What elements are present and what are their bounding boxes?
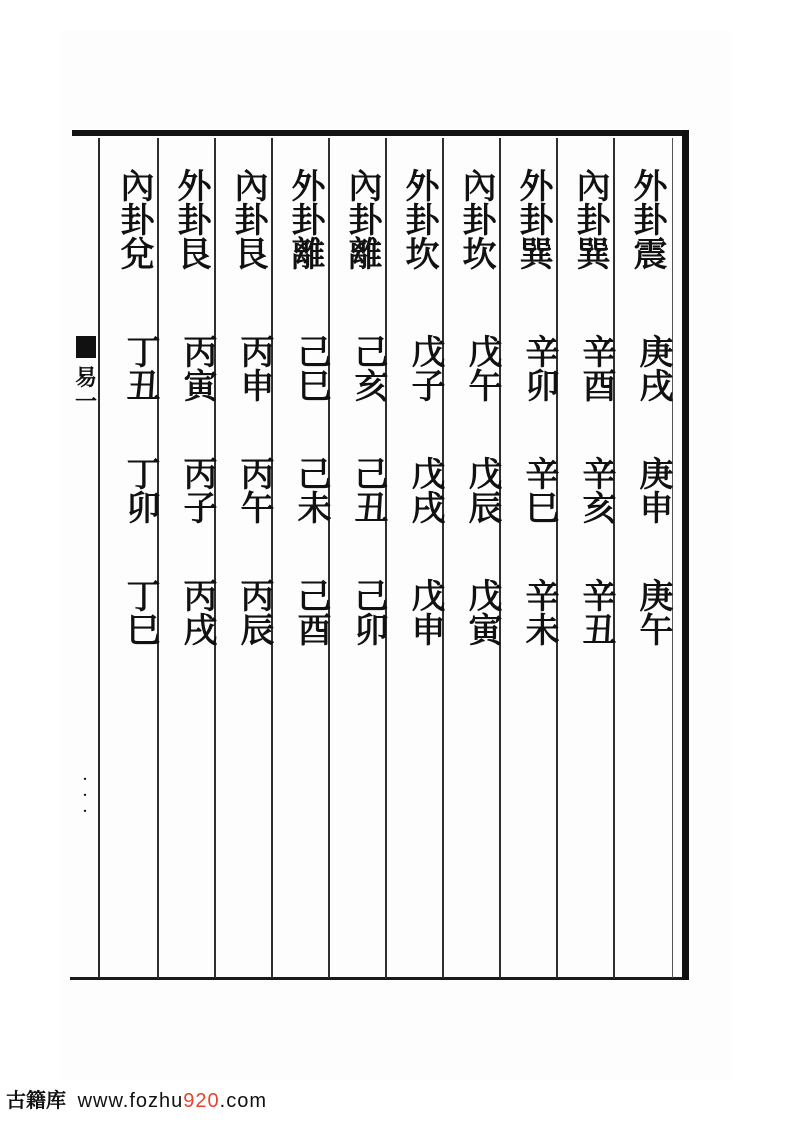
stem-branch-value: 辛亥 — [576, 456, 616, 524]
stem-branch-value: 丁巳 — [120, 578, 160, 646]
stem-branch-value: 庚申 — [633, 456, 673, 524]
column-heading: 內卦離 — [342, 168, 382, 270]
stem-branch-value: 丙戌 — [177, 578, 217, 646]
stem-branch-value: 己巳 — [291, 334, 331, 402]
footer-url-prefix: www.fozhu — [77, 1090, 184, 1112]
stem-branch-value: 辛酉 — [576, 334, 616, 402]
text-column — [164, 168, 218, 688]
text-column — [278, 168, 332, 688]
column-heading: 內卦艮 — [228, 168, 268, 270]
stem-branch-value: 辛丑 — [576, 578, 616, 646]
stem-branch-value: 辛卯 — [519, 334, 559, 402]
margin-title — [74, 366, 98, 414]
text-column — [221, 168, 275, 688]
text-column — [449, 168, 503, 688]
column-heading: 內卦坎 — [456, 168, 496, 270]
stem-branch-value: 丁卯 — [120, 456, 160, 524]
stem-branch-value: 己亥 — [348, 334, 388, 402]
margin-volume: 一 — [74, 389, 97, 415]
column-heading: 外卦震 — [627, 168, 667, 270]
left-border-line — [98, 138, 100, 978]
stem-branch-value: 己卯 — [348, 578, 388, 646]
stem-branch-value: 己丑 — [348, 456, 388, 524]
column-heading: 內卦巽 — [570, 168, 610, 270]
stem-branch-value: 庚戌 — [633, 334, 673, 402]
text-column — [392, 168, 446, 688]
stem-branch-value: 丙辰 — [234, 578, 274, 646]
stem-branch-value: 丁丑 — [120, 334, 160, 402]
margin-label: 易 — [74, 365, 97, 391]
column-heading: 外卦艮 — [171, 168, 211, 270]
stem-branch-value: 戊子 — [405, 334, 445, 402]
stem-branch-value: 戊戌 — [405, 456, 445, 524]
watermark-footer — [6, 1086, 267, 1116]
footer-brand: 古籍库 — [6, 1090, 66, 1112]
stem-branch-value: 丙子 — [177, 456, 217, 524]
text-column — [620, 168, 674, 688]
margin-dots: · · · — [82, 769, 88, 822]
stem-branch-value: 己酉 — [291, 578, 331, 646]
stem-branch-value: 辛巳 — [519, 456, 559, 524]
column-heading: 內卦兌 — [114, 168, 154, 270]
stem-branch-value: 戊午 — [462, 334, 502, 402]
right-outer-border — [682, 130, 689, 980]
column-heading: 外卦坎 — [399, 168, 439, 270]
stem-branch-value: 丙申 — [234, 334, 274, 402]
bottom-border-rule — [70, 977, 684, 980]
footer-url-highlight: 920 — [183, 1090, 220, 1112]
stem-branch-value: 丙午 — [234, 456, 274, 524]
text-column — [563, 168, 617, 688]
text-column — [335, 168, 389, 688]
stem-branch-value: 戊寅 — [462, 578, 502, 646]
top-border-rule — [72, 130, 684, 136]
text-column — [506, 168, 560, 688]
fishtail-mark — [76, 336, 96, 358]
text-column — [107, 168, 161, 688]
stem-branch-value: 己未 — [291, 456, 331, 524]
footer-url[interactable] — [78, 1090, 267, 1112]
column-heading: 外卦離 — [285, 168, 325, 270]
column-heading: 外卦巽 — [513, 168, 553, 270]
stem-branch-value: 戊申 — [405, 578, 445, 646]
footer-url-suffix: .com — [219, 1090, 267, 1112]
stem-branch-value: 丙寅 — [177, 334, 217, 402]
stem-branch-value: 庚午 — [633, 578, 673, 646]
stem-branch-value: 戊辰 — [462, 456, 502, 524]
stem-branch-value: 辛未 — [519, 578, 559, 646]
